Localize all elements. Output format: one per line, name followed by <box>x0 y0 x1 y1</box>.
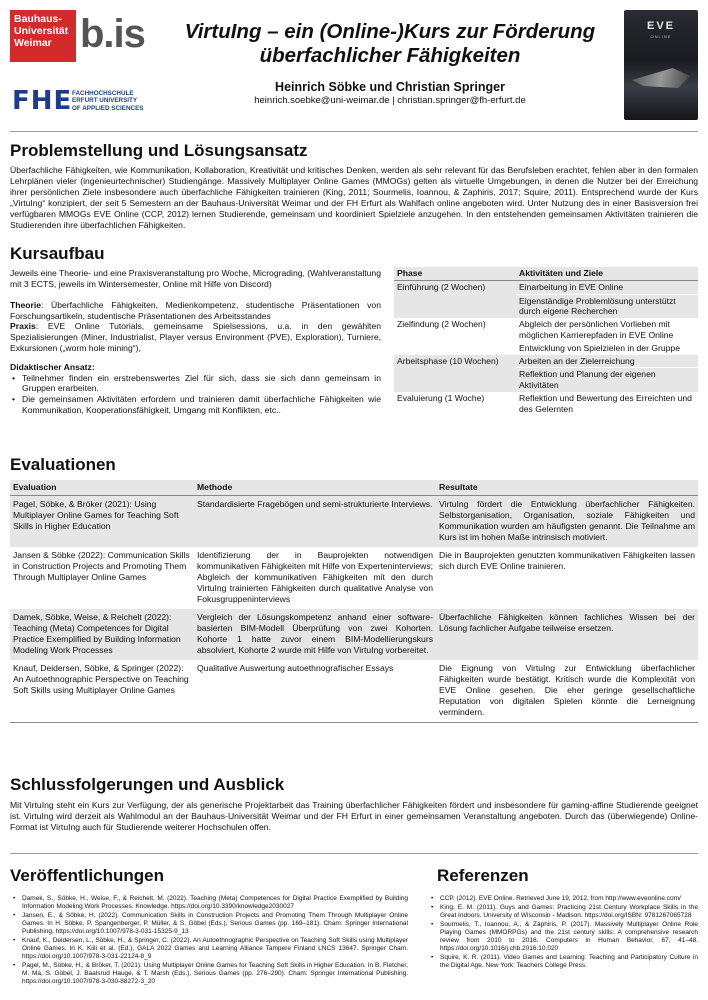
evaluation-cell: Pagel, Söbke, & Bröker (2021): Using Multiplayer Online Games for Teaching Soft Skills in Higher Education <box>10 496 194 548</box>
table-row <box>394 342 698 355</box>
list-item: • CCP. (2012). EVE Online. Retrieved June 19, 2012, from http://www.eveonline.com/ <box>430 895 698 903</box>
bis-logo-text: b.is <box>80 12 145 56</box>
phase-cell: Arbeitsphase (10 Wochen) <box>394 355 516 368</box>
table-row <box>394 280 698 294</box>
theorie-label: Theorie <box>10 300 42 311</box>
eve-logo-text: EVE <box>646 20 675 32</box>
phase-cell: Einführung (2 Wochen) <box>394 280 516 294</box>
methode-cell: Standardisierte Fragebögen und semi-strukturierte Interviews. <box>194 496 436 548</box>
section-heading-evaluationen: Evaluationen <box>10 455 116 474</box>
phase-cell: Evaluierung (1 Woche) <box>397 392 485 403</box>
didaktik-label <box>10 362 381 373</box>
activity-cell: Einarbeitung in EVE Online <box>516 280 698 294</box>
list-item: • Knauf, K., Deidersen, L., Söbke, H., & Springer, C. (2022). An Autoethnographic Perspective on Teaching Soft Skills using Multiplayer Online Games. In K. Kiili et al. (Ed.), GALA 2022 Games and Learning Alliance Tampere Finland LNCS 13647. Springer Cham. https://doi.org/10.1007/978-3-031-22124-8_9 <box>12 937 408 961</box>
list-item: • Damek, S., Söbke, H., Weise, F., & Reichelt, M. (2022). Teaching (Meta) Competences for Digital Practice Exemplified by Building Information Modeling Work Processes. Knowledge. https://doi.org/10.3390/knowledge2030027 <box>12 895 408 911</box>
activity-cell: Eigenständige Problemlösung unterstützt durch eigene Recherchen <box>516 294 698 318</box>
divider <box>10 853 698 854</box>
publications-list <box>12 895 408 987</box>
methode-cell: Qualitative Auswertung autoethnografischer Essays <box>194 660 436 723</box>
kurs-theorie <box>10 300 381 321</box>
list-item: • Pagel, M., Söbke, H., & Bröker, T. (2021). Using Multiplayer Online Games for Teaching Soft Skills in Higher Education. In B. Fletcher, M. Ma, S. Göbel, J. Baalsrud Hauge, & T. Marsh (Eds.), Serious Games (pp. 276–290). Cham: Springer International Publishing. https://doi.org/10.1007/978-3-030-88272-3_20 <box>12 962 408 986</box>
table-row <box>394 368 698 392</box>
praxis-text: : EVE Online Tutorials, gemeinsame Spielsessions, u.a. in den gewählten Spezialisierungen (Miner, Industrialist, Player versus Environment (PVE), Exploration), Turniere, Exkursionen („worm hole mining“), <box>10 321 381 353</box>
methode-cell: Identifizierung der in Bauprojekten notwendigen kommunikativen Fähigkeiten mit Hilfe von Experteninterviews; Abgleich der kommunikativen Fähigkeiten mit den durch VirtuIng trainierten Fähigkeiten durch qualitative Analyse von Fokusgruppeninterviews <box>197 550 433 604</box>
resultate-cell: Überfachliche Fähigkeiten können fachliches Wissen bei der Lösung fachlicher Aufgabe teilweise ersetzen. <box>436 609 698 660</box>
table-header: Methode <box>194 480 436 496</box>
table-header: Resultate <box>436 480 698 496</box>
fhe-logo-mark: FHE <box>12 86 73 116</box>
schluss-text: Mit VirtuIng steht ein Kurs zur Verfügung, der als generische Projektarbeit das Training überfachlicher Fähigkeiten fördert und insbesondere für gaming-affine Studierende geeignet ist. VirtuIng wird derzeit als Wahlmodul an der Bauhaus-Universität Weimar und der FH Erfurt in einer gemeinsamen Veranstaltung angeboten. Durch das (überwiegende) Online-Format ist VirtuIng auch für Studierende weiterer Hochschulen offen. <box>10 800 698 832</box>
evaluation-table <box>10 480 698 723</box>
authors: Heinrich Söbke und Christian Springer <box>275 80 505 94</box>
spaceship-graphic <box>632 68 690 88</box>
empty-cell <box>394 342 516 355</box>
table-row <box>10 496 698 548</box>
poster-title: VirtuIng – ein (Online-)Kurs zur Förderung überfachlicher Fähigkeiten <box>184 20 596 67</box>
table-row <box>394 355 698 368</box>
bis-logo <box>80 12 145 56</box>
theorie-text: : Überfachliche Fähigkeiten, Medienkompetenz, studentische Präsentationen von Forschungsartikeln, studentische Präsentationen des Arbeitsstandes <box>10 300 381 321</box>
resultate-cell: Die Eignung von VirtuIng zur Entwicklung überfachlicher Fähigkeiten wurde bestätigt. Kritisch wurde die Komplexität von EVE Online gesehen. Die eher geringe gesellschaftliche Reputation von digitalen Spielen könnte die Lerneignung vermindern. <box>436 660 698 723</box>
didaktik-list <box>10 373 381 415</box>
list-item: • Die gemeinsamen Aktivitäten erfordern und trainieren damit überfachliche Fähigkeiten wie Kommunikation, Kooperationsfähigkeit, Umgang mit Konflikten, etc.. <box>10 394 381 415</box>
fhe-logo-text: FACHHOCHSCHULE ERFURT UNIVERSITY OF APPLIED SCIENCES <box>72 90 144 112</box>
table-row <box>394 392 698 416</box>
list-item: • Squire, K. R. (2011). Video Games and Learning: Teaching and Participatory Culture in the Digital Age. New York: Teachers College Press. <box>430 954 698 970</box>
divider <box>10 131 698 132</box>
table-row <box>394 318 698 342</box>
problem-text: Überfachliche Fähigkeiten, wie Kommunikation, Kollaboration, Kreativität und kritisches Denken, werden als sehr relevant für das Berufsleben erachtet, fehlen aber in den formalen Lehrplänen vieler (ingenieurtechnischer) Studiengänge. Massively Multiplayer Online Games (MMOGs) gelten als virtuelle Umgebungen, in denen die Nutzer bei der Erreichung ihrer persönlichen Ziele insbesondere auch überfachliche Fähigkeiten trainieren (King, 2011; Sourmelis, Ioannou, & Zaphiris, 2017; Squire, 2011). Entsprechend wurde der Kurs „VirtuIng“ konzipiert, der seit 5 Semestern an der Bauhaus-Universität Weimar und der FH Erfurt als Wahlfach online angeboten wird. Unter Nutzung des in einer Basisversion frei verfügbaren MMOGs EVE Online (CCP, 2012) lernen Studierende, gemeinsam und koordiniert Spielziele anzugehen. In den entstehenden gemeinsamen Aktivitäten trainieren die Studierenden ihre überfachlichen Fähigkeiten. <box>10 165 698 230</box>
evaluation-cell: Knauf, Deidersen, Söbke, & Springer (2022): An Autoethnographic Perspective on Teaching Soft Skills using Multiplayer Online Games <box>10 660 194 723</box>
evaluation-cell: Damek, Söbke, Weise, & Reichelt (2022): Teaching (Meta) Competences for Digital Practice Exemplified by Building Information Modeling Work Processes <box>10 609 194 660</box>
section-heading-references: Referenzen <box>437 866 529 885</box>
evaluation-cell: Jansen & Söbke (2022): Communication Skills in Construction Projects and Promoting Them Through Multiplayer Online Games <box>13 550 190 582</box>
didaktik-label-text: Didaktischer Ansatz: <box>10 362 95 373</box>
phase-cell: Zielfindung (2 Wochen) <box>397 319 486 330</box>
methode-cell: Vergleich der Lösungskompetenz anhand einer software-basierten BIM-Modell Überprüfung von zwei Kohorten. Kohorte 1 hatte zuvor einem BIM-Modellierungskurs absolviert, Kohorte 2 wurde mit Hilfe von VirtuIng vorbereitet. <box>194 609 436 660</box>
empty-cell <box>394 294 516 318</box>
section-heading-kursaufbau: Kursaufbau <box>10 244 105 263</box>
list-item: • King, E. M. (2011). Guys and Games: Practicing 21st Century Workplace Skills in the Great Indoors. University of Wisconsin - Madison. https://doi.org/ISBN: 9781267065728 <box>430 904 698 920</box>
fh-erfurt-logo <box>12 88 152 114</box>
table-row <box>10 609 698 660</box>
empty-cell <box>394 368 516 392</box>
activity-cell: Reflektion und Bewertung des Erreichten und des Gelernten <box>519 392 692 414</box>
list-item: • Teilnehmer finden ein erstrebenswertes Ziel für sich, dass sie sich dann gemeinsam in Gruppen erarbeiten. <box>10 373 381 394</box>
kurs-description <box>10 268 381 415</box>
resultate-cell: VirtuIng fördert die Entwicklung überfachlicher Fähigkeiten. Selbstorganisation, Organisation, soziale Fähigkeiten und Kommunikation wurden am häufigsten genannt. Die Teilnahme am Kurs ist im hohen Maße intrinsisch motiviert. <box>436 496 698 548</box>
table-header: Aktivitäten und Ziele <box>516 267 698 280</box>
table-row <box>10 547 698 609</box>
activity-cell: Arbeiten an der Zielerreichung <box>516 355 698 368</box>
phase-table <box>394 267 698 416</box>
eve-logo-subtext: ONLINE <box>650 34 672 39</box>
kurs-praxis <box>10 321 381 353</box>
praxis-label: Praxis <box>10 321 36 332</box>
section-heading-schluss: Schlussfolgerungen und Ausblick <box>10 775 285 794</box>
author-emails: heinrich.soebke@uni-weimar.de | christian.springer@fh-erfurt.de <box>254 95 526 106</box>
list-item: • Sourmelis, T., Ioannou, A., & Zaphiris, P. (2017). Massively Multiplayer Online Role Playing Games (MMORPGs) and the 21st century skills: A comprehensive research review from 2010 to 2016. Computers in Human Behavior, 67, 41–48. https://doi.org/10.1016/j.chb.2016.10.020 <box>430 921 698 953</box>
activity-cell: Abgleich der persönlichen Vorlieben mit möglichen Karrierepfaden in EVE Online <box>519 319 674 340</box>
activity-cell: Entwicklung von Spielzielen in der Gruppe <box>519 342 680 353</box>
resultate-cell: Die in Bauprojekten genutzten kommunikativen Fähigkeiten lassen sich durch EVE Online trainieren. <box>439 550 695 571</box>
section-heading-publications: Veröffentlichungen <box>10 866 164 885</box>
list-item: • Jansen, E., & Söbke, H. (2022). Communication Skills in Construction Projects and Promoting Them Through Multiplayer Online Games. In H. Söbke, P. Spangenberger, P. Müller, & S. Göbel (Eds.), Serious Games (pp. 169–181). Cham: Springer International Publishing. https://doi.org/10.1007/978-3-031-15325-9_13 <box>12 912 408 936</box>
eve-online-cover-image <box>624 10 698 120</box>
references-list <box>430 895 698 971</box>
kurs-intro: Jeweils eine Theorie- und eine Praxisveranstaltung pro Woche, Micrograding, (Wahlveranstaltung mit 3 ECTS, jeweils im Wintersemester, Online mit Hilfe von Discord) <box>10 268 381 289</box>
table-row <box>394 294 698 318</box>
table-header: Evaluation <box>10 480 194 496</box>
table-row <box>10 660 698 723</box>
activity-cell: Reflektion und Planung der eigenen Aktivitäten <box>516 368 698 392</box>
table-header: Phase <box>394 267 516 280</box>
section-heading-problem: Problemstellung und Lösungsansatz <box>10 141 308 160</box>
bauhaus-university-logo: Bauhaus- Universität Weimar <box>10 10 76 62</box>
